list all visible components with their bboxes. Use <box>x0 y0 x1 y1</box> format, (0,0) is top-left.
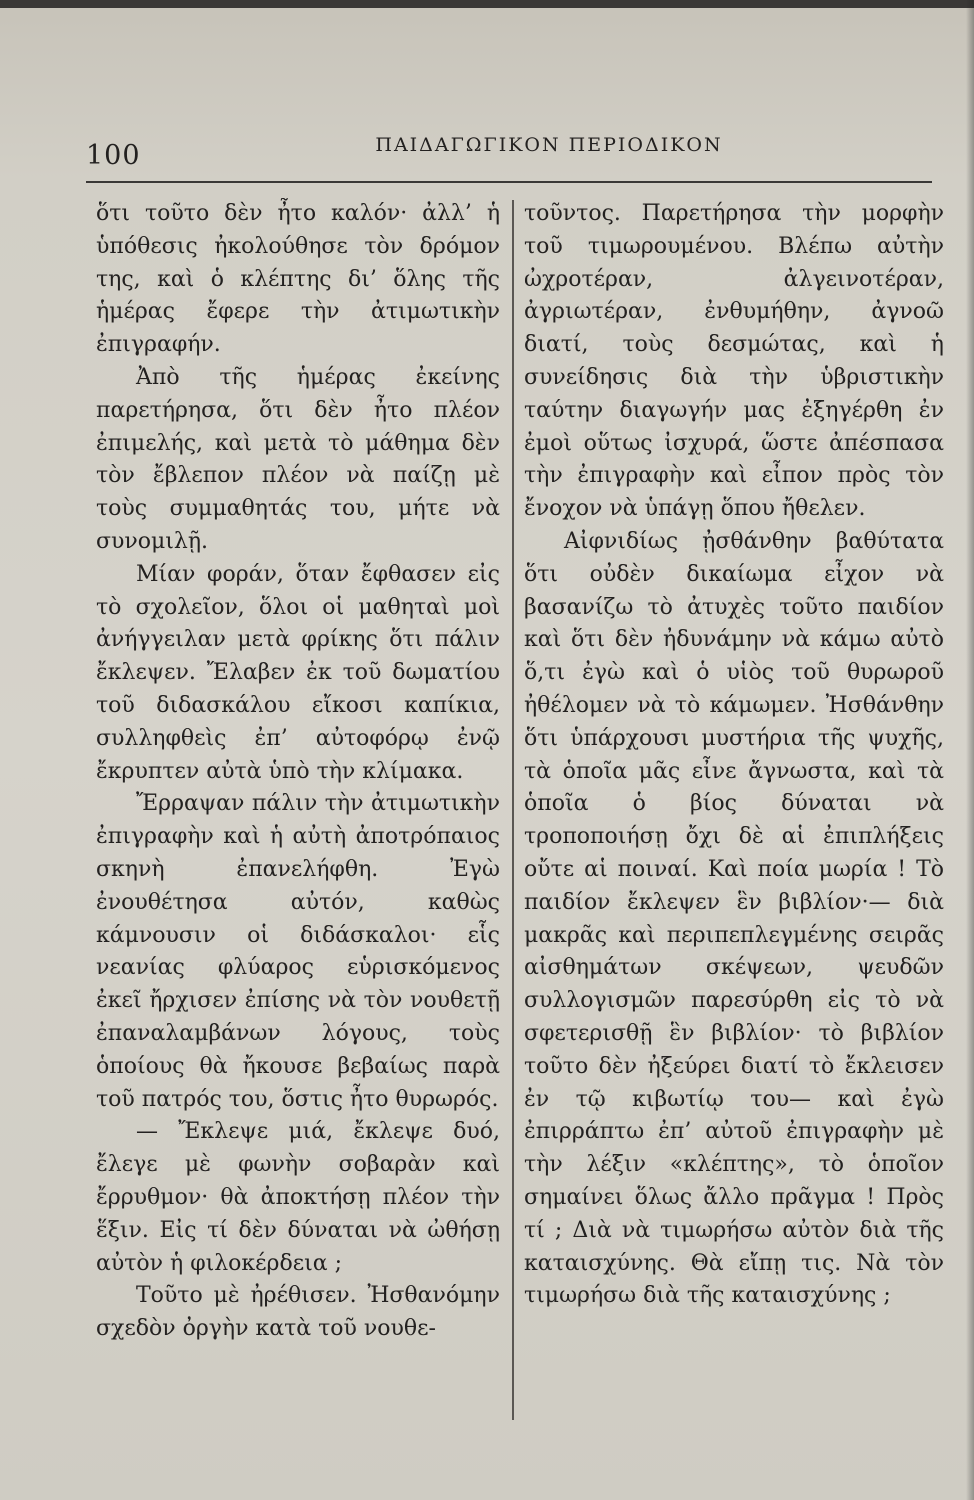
paragraph: τοῦντος. Παρετήρησα τὴν μορφὴν τοῦ τιμωρουμένου. Βλέπω αὐτὴν ὠχροτέραν, ἀλγεινοτέραν, ἀγριωτέραν, ἐνθυμήθην, ἀγνοῶ διατί, τοὺς δεσμώτας, καὶ ἡ συνείδησις διὰ τὴν ὑβριστικὴν ταύτην διαγωγήν μας ἐξηγέρθη ἐν ἐμοὶ οὕτως ἰσχυρά, ὥστε ἀπέσπασα τὴν ἐπιγραφὴν καὶ εἶπον πρὸς τὸν ἔνοχον νὰ ὑπάγῃ ὅπου ἤθελεν. <box>524 201 944 522</box>
scan-right-edge <box>966 0 974 1500</box>
paragraph: Ἔρραψαν πάλιν τὴν ἀτιμωτικὴν ἐπιγραφὴν καὶ ἡ αὐτὴ ἀποτρόπαιος σκηνὴ ἐπανελήφθη. Ἐγὼ ἐνουθέτησα αὐτόν, καθὼς κάμνουσιν οἱ διδάσκαλοι· εἷς νεανίας φλύαρος εὑρισκόμενος ἐκεῖ ἤρχισεν ἐπίσης νὰ τὸν νουθετῇ ἐπαναλαμβάνων λόγους, τοὺς ὁποίους θὰ ἤκουσε βεβαίως παρὰ τοῦ πατρός του, ὅστις ἦτο θυρωρός. <box>96 791 500 1112</box>
paragraph: Μίαν φοράν, ὅταν ἔφθασεν εἰς τὸ σχολεῖον, ὅλοι οἱ μαθηταὶ μοὶ ἀνήγγειλαν μετὰ φρίκης ὅτι πάλιν ἔκλεψεν. Ἔλαβεν ἐκ τοῦ δωματίου τοῦ διδασκάλου εἴκοσι καπίκια, συλληφθεὶς ἐπ’ αὐτοφόρῳ ἐνῷ ἔκρυπτεν αὐτὰ ὑπὸ τὴν κλίμακα. <box>96 561 500 784</box>
paragraph: — Ἔκλεψε μιά, ἔκλεψε δυό, ἔλεγε μὲ φωνὴν σοβαρὰν καὶ ἔρρυθμον· θὰ ἀποκτήσῃ πλέον τὴν ἕξιν. Εἰς τί δὲν δύναται νὰ ὠθήσῃ αὐτὸν ἡ φιλοκέρδεια ; <box>96 1119 500 1276</box>
right-column <box>524 198 944 1458</box>
running-title: ΠΑΙΔΑΓΩΓΙΚΟΝ ΠΕΡΙΟΔΙΚΟΝ <box>375 134 723 156</box>
paragraph: Τοῦτο μὲ ἠρέθισεν. Ἠσθανόμην σχεδὸν ὀργὴν κατὰ τοῦ νουθε- <box>96 1283 500 1342</box>
page-number: 100 <box>86 140 141 171</box>
page-header <box>86 130 932 180</box>
left-column <box>96 198 500 1458</box>
paragraph: ὅτι τοῦτο δὲν ἦτο καλόν· ἀλλ’ ἡ ὑπόθεσις ἠκολούθησε τὸν δρόμον της, καὶ ὁ κλέπτης δι’ ὅλης τῆς ἡμέρας ἔφερε τὴν ἀτιμωτικὴν ἐπιγραφήν. <box>96 201 500 358</box>
paragraph: Αἰφνιδίως ᾐσθάνθην βαθύτατα ὅτι οὐδὲν δικαίωμα εἶχον νὰ βασανίζω τὸ ἀτυχὲς τοῦτο παιδίον καὶ ὅτι δὲν ἠδυνάμην νὰ κάμω αὐτὸ ὅ,τι ἐγὼ καὶ ὁ υἱὸς τοῦ θυρωροῦ ἠθέλομεν νὰ τὸ κάμωμεν. Ἠσθάνθην ὅτι ὑπάρχουσι μυστήρια τῆς ψυχῆς, τὰ ὁποῖα μᾶς εἶνε ἄγνωστα, καὶ τὰ ὁποῖα ὁ βίος δύναται νὰ τροποποιήσῃ ὄχι δὲ αἱ ἐπιπλήξεις οὔτε αἱ ποιναί. Καὶ ποία μωρία ! Τὸ παιδίον ἔκλεψεν ἓν βιβλίον·— διὰ μακρᾶς καὶ περιπεπλεγμένης σειρᾶς αἰσθημάτων σκέψεων, ψευδῶν συλλογισμῶν παρεσύρθη εἰς τὸ νὰ σφετερισθῇ ἓν βιβλίον· τὸ βιβλίον τοῦτο δὲν ἠξεύρει διατί τὸ ἔκλεισεν ἐν τῷ κιβωτίῳ του— καὶ ἐγὼ ἐπιρράπτω ἐπ’ αὐτοῦ ἐπιγραφὴν μὲ τὴν λέξιν «κλέπτης», τὸ ὁποῖον σημαίνει ὅλως ἄλλο πρᾶγμα ! Πρὸς τί ; Διὰ νὰ τιμωρήσω αὐτὸν διὰ τῆς καταισχύνης. Θὰ εἴπῃ τις. Νὰ τὸν τιμωρήσω διὰ τῆς καταισχύνης ; <box>524 528 944 1309</box>
column-divider <box>512 200 514 1420</box>
header-rule <box>86 181 932 183</box>
scan-top-edge <box>0 0 974 8</box>
paragraph: Ἀπὸ τῆς ἡμέρας ἐκείνης παρετήρησα, ὅτι δὲν ἦτο πλέον ἐπιμελής, καὶ μετὰ τὸ μάθημα δὲν τὸν ἔβλεπον πλέον νὰ παίζῃ μὲ τοὺς συμμαθητάς του, μήτε νὰ συνομιλῇ. <box>96 364 500 554</box>
